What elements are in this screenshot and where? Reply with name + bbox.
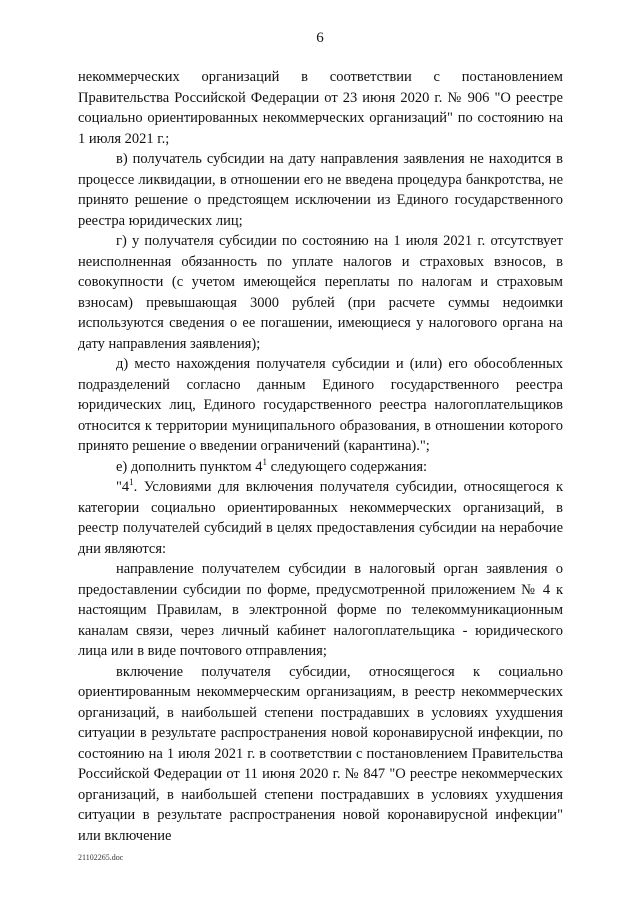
paragraph-item-e — [78, 457, 563, 478]
paragraph-item-e-tail: следующего содержания: — [266, 458, 428, 475]
paragraph-item-v: в) получатель субсидии на дату направления заявления не находится в процессе ликвидации, в отношении его не введена процедура банкротства, не принято решение о предстоящем исключении из Единого государственного реестра юридических лиц; — [78, 151, 563, 229]
document-body — [78, 67, 563, 846]
clause-number: "4 — [116, 479, 130, 495]
paragraph-condition-registry: включение получателя субсидии, относящегося к социально ориентированным некоммерческим организациям, в реестр некоммерческих организаций, в наибольшей степени пострадавших в условиях ухудшения ситуации в результате распространения новой коронавирусной инфекции, по состоянию на 1 июля 2021 г. в соответствии с постановлением Правительства Российской Федерации от 11 июня 2020 г. № 847 "О реестре некоммерческих организаций, в наибольшей степени пострадавших в условиях ухудшения ситуации в результате распространения новой коронавирусной инфекции" или включение — [78, 663, 563, 844]
paragraph-item-g: г) у получателя субсидии по состоянию на 1 июля 2021 г. отсутствует неисполненная обязанность по уплате налогов и страховых взносов, в совокупности (с учетом имеющейся переплаты по налогам и страховым взносам) превышающая 3000 рублей (при расчете суммы недоимки используются сведения о ее погашении, имеющиеся у налогового органа на дату направления заявления); — [78, 233, 563, 352]
paragraph-clause-4-1 — [78, 477, 563, 559]
document-code: 21102265.doc — [78, 853, 124, 862]
paragraph-item-d: д) место нахождения получателя субсидии и (или) его обособленных подразделений согласно данным Единого государственного реестра юридических лиц, Единого государственного реестра налогоплательщиков относится к территории муниципального образования, в отношении которого принято решение о введении ограничений (карантина)."; — [78, 356, 563, 454]
paragraph-item-e-text: е) дополнить пунктом 4 — [116, 458, 263, 475]
superscript-index: 1 — [262, 456, 267, 467]
paragraph-condition-application: направление получателем субсидии в налоговый орган заявления о предоставлении субсидии по форме, предусмотренной приложением № 4 к настоящим Правилам, в электронной форме по телекоммуникационным каналам связи, через личный кабинет налогоплательщика - юридического лица или в виде почтового отправления; — [78, 561, 563, 659]
page-number: 6 — [316, 30, 324, 46]
paragraph-continuation: некоммерческих организаций в соответствии с постановлением Правительства Российской Федерации от 23 июня 2020 г. № 906 "О реестре социально ориентированных некоммерческих организаций" по состоянию на 1 июля 2021 г.; — [78, 69, 563, 147]
superscript-index: 1 — [129, 477, 134, 488]
clause-text: . Условиями для включения получателя субсидии, относящегося к категории социально ориентированных некоммерческих организаций, в реестр получателей субсидий в целях предоставления субсидии на нерабочие дни являются: — [78, 479, 563, 557]
